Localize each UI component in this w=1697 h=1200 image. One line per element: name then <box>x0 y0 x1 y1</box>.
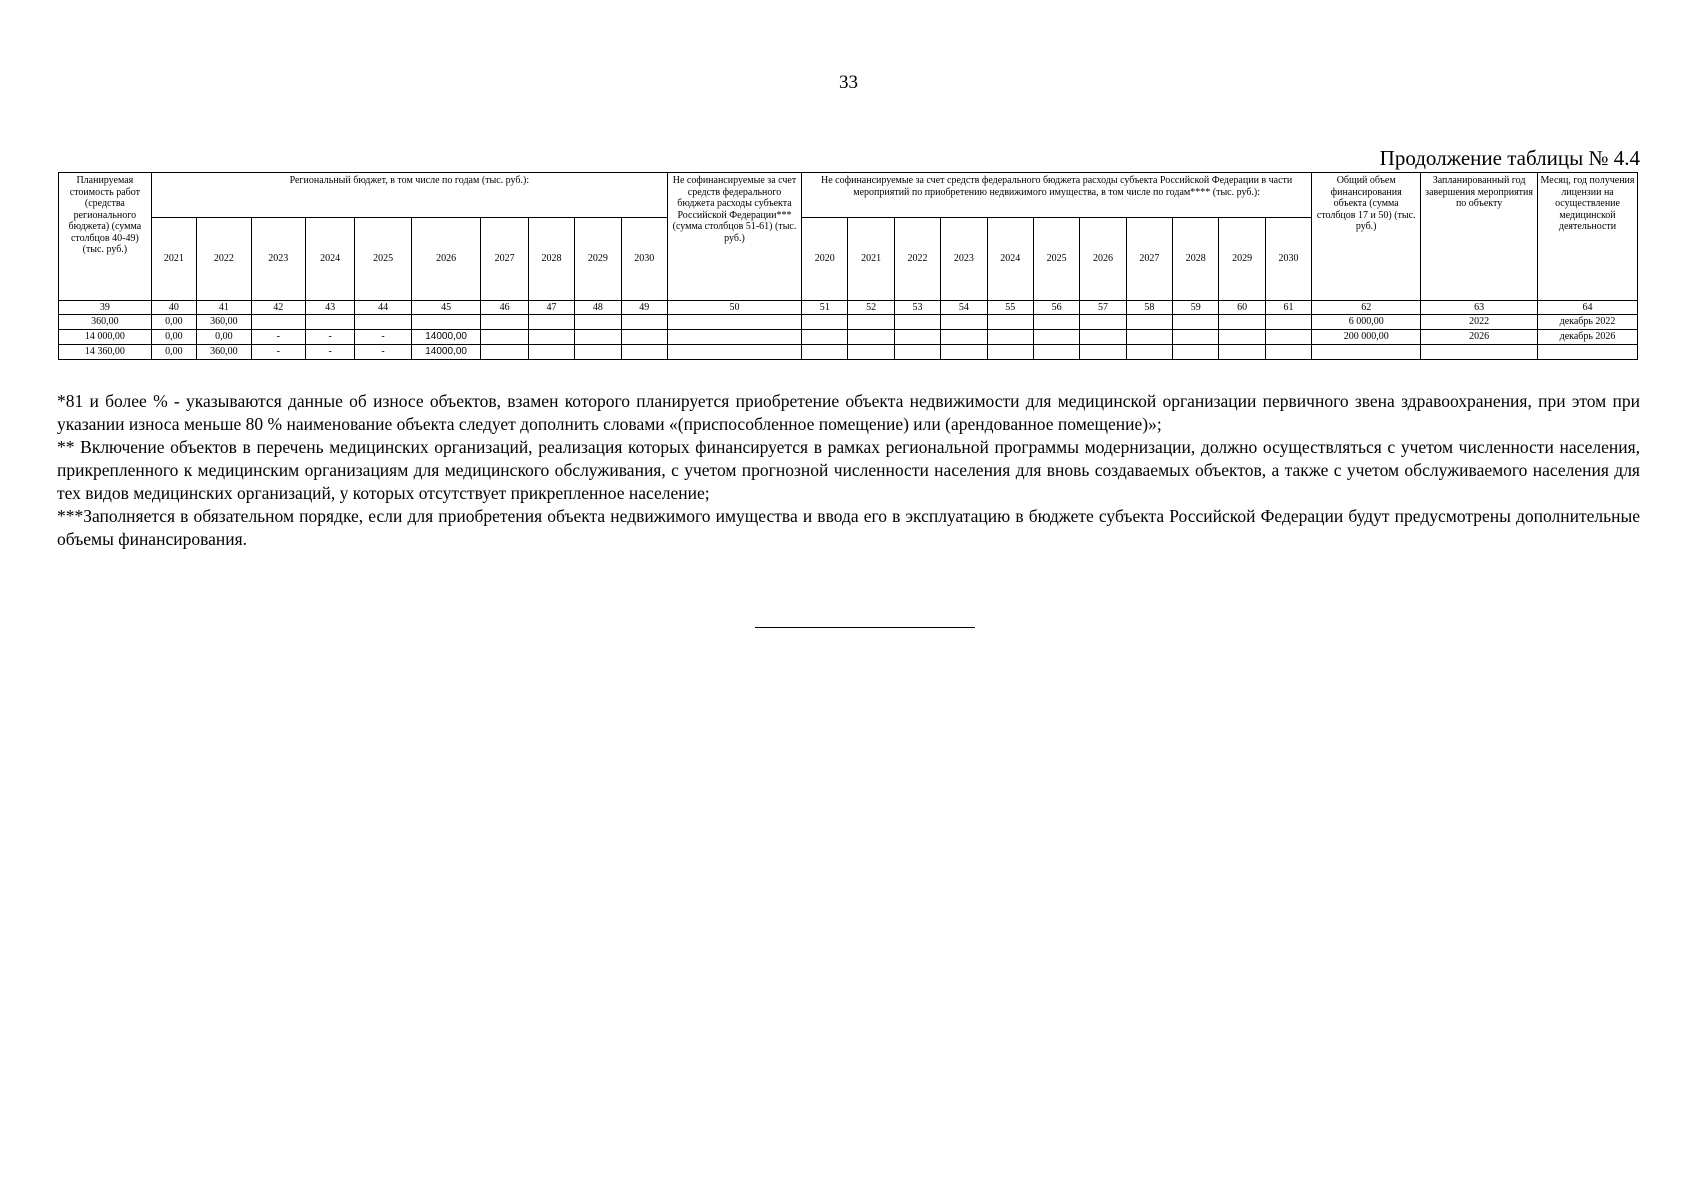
header-non-cofinanced-year: 2024 <box>987 218 1033 301</box>
header-license-date: Месяц, год получения лицензии на осуществление медицинской деятельности <box>1538 173 1638 301</box>
header-regional-year: 2024 <box>305 218 354 301</box>
table-cell: декабрь 2022 <box>1538 315 1638 330</box>
table-cell <box>1265 315 1311 330</box>
table-cell <box>528 315 574 330</box>
table-cell <box>528 330 574 345</box>
footnote-2: ** Включение объектов в перечень медицинских организаций, реализация которых финансируется в рамках региональной программы модернизации, должно осуществляться с учетом численности населения, прикрепленного к медицинским организациям для медицинского обслуживания, с учетом прогнозной численности населения для вновь создаваемых объектов, а также с учетом обслуживаемого населения для тех видов медицинских организаций, у которых отсутствует прикрепленное население; <box>57 437 1640 503</box>
table-cell <box>481 315 528 330</box>
table-cell <box>355 315 411 330</box>
column-number: 57 <box>1080 301 1126 315</box>
header-planned-cost: Планируемая стоимость работ (средства регионального бюджета) (сумма столбцов 40-49) (тыс. руб.) <box>59 173 152 301</box>
footnotes <box>57 390 1640 551</box>
column-number: 58 <box>1126 301 1172 315</box>
column-number: 59 <box>1173 301 1219 315</box>
column-number: 53 <box>894 301 940 315</box>
table-cell: - <box>355 330 411 345</box>
table-cell: 0,00 <box>197 330 251 345</box>
table-cell <box>1033 330 1079 345</box>
table-cell <box>1080 315 1126 330</box>
table-cell: 14000,00 <box>411 330 481 345</box>
table-cell: 6 000,00 <box>1312 315 1421 330</box>
table-cell <box>802 330 848 345</box>
header-non-cofinanced-year: 2020 <box>802 218 848 301</box>
header-non-cofinanced-year: 2021 <box>848 218 894 301</box>
table-cell <box>667 330 801 345</box>
header-regional-year: 2027 <box>481 218 528 301</box>
table-cell: - <box>305 345 354 360</box>
table-cell <box>1219 345 1265 360</box>
table-cell <box>1033 345 1079 360</box>
table-cell <box>575 315 621 330</box>
header-regional-year: 2028 <box>528 218 574 301</box>
header-non-cofinanced-year: 2028 <box>1173 218 1219 301</box>
column-number: 44 <box>355 301 411 315</box>
header-regional-year: 2025 <box>355 218 411 301</box>
table-cell <box>941 315 987 330</box>
header-non-cofinanced-year: 2026 <box>1080 218 1126 301</box>
table-row <box>59 345 1638 360</box>
table-cell: - <box>355 345 411 360</box>
table-cell: 0,00 <box>151 345 196 360</box>
table-cell <box>251 315 305 330</box>
table-cell <box>621 330 667 345</box>
table-row <box>59 330 1638 345</box>
table-cell <box>1312 345 1421 360</box>
table-cell: 360,00 <box>197 315 251 330</box>
table-cell <box>481 330 528 345</box>
header-total-financing: Общий объем финансирования объекта (сумма столбцов 17 и 50) (тыс. руб.) <box>1312 173 1421 301</box>
header-non-cofinanced-year: 2025 <box>1033 218 1079 301</box>
table-cell <box>1126 315 1172 330</box>
table-cell <box>1538 345 1638 360</box>
column-number: 54 <box>941 301 987 315</box>
table-cell <box>1173 345 1219 360</box>
table-cell <box>621 315 667 330</box>
table-cell <box>667 345 801 360</box>
table-cell: 2026 <box>1421 330 1538 345</box>
header-non-cofinanced-year: 2023 <box>941 218 987 301</box>
table-cell: 0,00 <box>151 315 196 330</box>
table-cell: - <box>305 330 354 345</box>
table-cell: 200 000,00 <box>1312 330 1421 345</box>
table-cell <box>802 345 848 360</box>
table-cell <box>528 345 574 360</box>
column-number: 55 <box>987 301 1033 315</box>
header-regional-budget: Региональный бюджет, в том числе по годам (тыс. руб.): <box>151 173 667 218</box>
column-number: 39 <box>59 301 152 315</box>
column-number: 45 <box>411 301 481 315</box>
table-cell <box>802 315 848 330</box>
table-cell: 2022 <box>1421 315 1538 330</box>
column-number: 60 <box>1219 301 1265 315</box>
table-cell <box>1421 345 1538 360</box>
table-cell <box>621 345 667 360</box>
table-cell <box>987 315 1033 330</box>
table-cell: - <box>251 330 305 345</box>
table-cell <box>411 315 481 330</box>
column-number: 42 <box>251 301 305 315</box>
table-cell: 14000,00 <box>411 345 481 360</box>
table-cell <box>894 330 940 345</box>
column-number: 63 <box>1421 301 1538 315</box>
header-non-cofinanced-year: 2029 <box>1219 218 1265 301</box>
table-cell <box>1265 345 1311 360</box>
table-cell <box>575 345 621 360</box>
table-cell: 14 000,00 <box>59 330 152 345</box>
header-regional-year: 2021 <box>151 218 196 301</box>
table-cell <box>575 330 621 345</box>
table-cell <box>941 345 987 360</box>
column-number: 56 <box>1033 301 1079 315</box>
table-cell <box>987 345 1033 360</box>
table-continuation-label: Продолжение таблицы № 4.4 <box>1379 146 1640 170</box>
table-cell <box>667 315 801 330</box>
table-row <box>59 315 1638 330</box>
table-cell: 14 360,00 <box>59 345 152 360</box>
table-cell: декабрь 2026 <box>1538 330 1638 345</box>
table-cell <box>1033 315 1079 330</box>
column-number: 40 <box>151 301 196 315</box>
footnote-3: ***Заполняется в обязательном порядке, если для приобретения объекта недвижимого имущества и ввода его в эксплуатацию в бюджете субъекта Российской Федерации будут предусмотрены дополнительные объемы финансирования. <box>57 506 1640 549</box>
table-cell <box>1080 345 1126 360</box>
footnote-1: *81 и более % - указываются данные об износе объектов, взамен которого планируется приобретение объекта недвижимости для медицинской организации первичного звена здравоохранения, при этом при указании износа меньше 80 % наименование объекта следует дополнить словами «(приспособленное помещение) или (арендованное помещение)»; <box>57 391 1640 434</box>
table-cell <box>1265 330 1311 345</box>
column-number: 51 <box>802 301 848 315</box>
column-number: 41 <box>197 301 251 315</box>
table-cell <box>848 330 894 345</box>
table-cell <box>848 345 894 360</box>
column-number: 52 <box>848 301 894 315</box>
table-cell <box>1173 330 1219 345</box>
table-cell <box>941 330 987 345</box>
column-number: 47 <box>528 301 574 315</box>
header-regional-year: 2029 <box>575 218 621 301</box>
column-number: 50 <box>667 301 801 315</box>
column-number: 62 <box>1312 301 1421 315</box>
table-cell <box>1126 330 1172 345</box>
column-number: 49 <box>621 301 667 315</box>
table-cell <box>848 315 894 330</box>
column-number: 64 <box>1538 301 1638 315</box>
table-cell <box>305 315 354 330</box>
header-regional-year: 2030 <box>621 218 667 301</box>
header-non-cofinanced-year: 2030 <box>1265 218 1311 301</box>
column-number: 61 <box>1265 301 1311 315</box>
table-cell <box>1173 315 1219 330</box>
header-regional-year: 2022 <box>197 218 251 301</box>
table-cell <box>1126 345 1172 360</box>
table-cell <box>1219 330 1265 345</box>
header-non-cofinanced-by-year: Не софинансируемые за счет средств федерального бюджета расходы субъекта Российской Федерации в части мероприятий по приобретению недвижимого имущества, в том числе по годам**** (тыс. руб.): <box>802 173 1312 218</box>
table-cell <box>987 330 1033 345</box>
budget-table <box>58 172 1638 360</box>
table-cell: - <box>251 345 305 360</box>
header-non-cofinanced-total: Не софинансируемые за счет средств федерального бюджета расходы субъекта Российской Федерации*** (сумма столбцов 51-61) (тыс. руб.) <box>667 173 801 301</box>
table-cell <box>894 345 940 360</box>
table-cell <box>894 315 940 330</box>
table-cell <box>1080 330 1126 345</box>
table-cell: 360,00 <box>59 315 152 330</box>
column-number: 48 <box>575 301 621 315</box>
header-regional-year: 2026 <box>411 218 481 301</box>
page-number: 33 <box>839 72 858 93</box>
end-rule <box>755 627 975 628</box>
header-completion-year: Запланированный год завершения мероприятия по объекту <box>1421 173 1538 301</box>
table-cell <box>1219 315 1265 330</box>
table-cell: 0,00 <box>151 330 196 345</box>
column-number: 43 <box>305 301 354 315</box>
header-non-cofinanced-year: 2027 <box>1126 218 1172 301</box>
table-cell <box>481 345 528 360</box>
header-regional-year: 2023 <box>251 218 305 301</box>
table-cell: 360,00 <box>197 345 251 360</box>
header-non-cofinanced-year: 2022 <box>894 218 940 301</box>
column-number: 46 <box>481 301 528 315</box>
